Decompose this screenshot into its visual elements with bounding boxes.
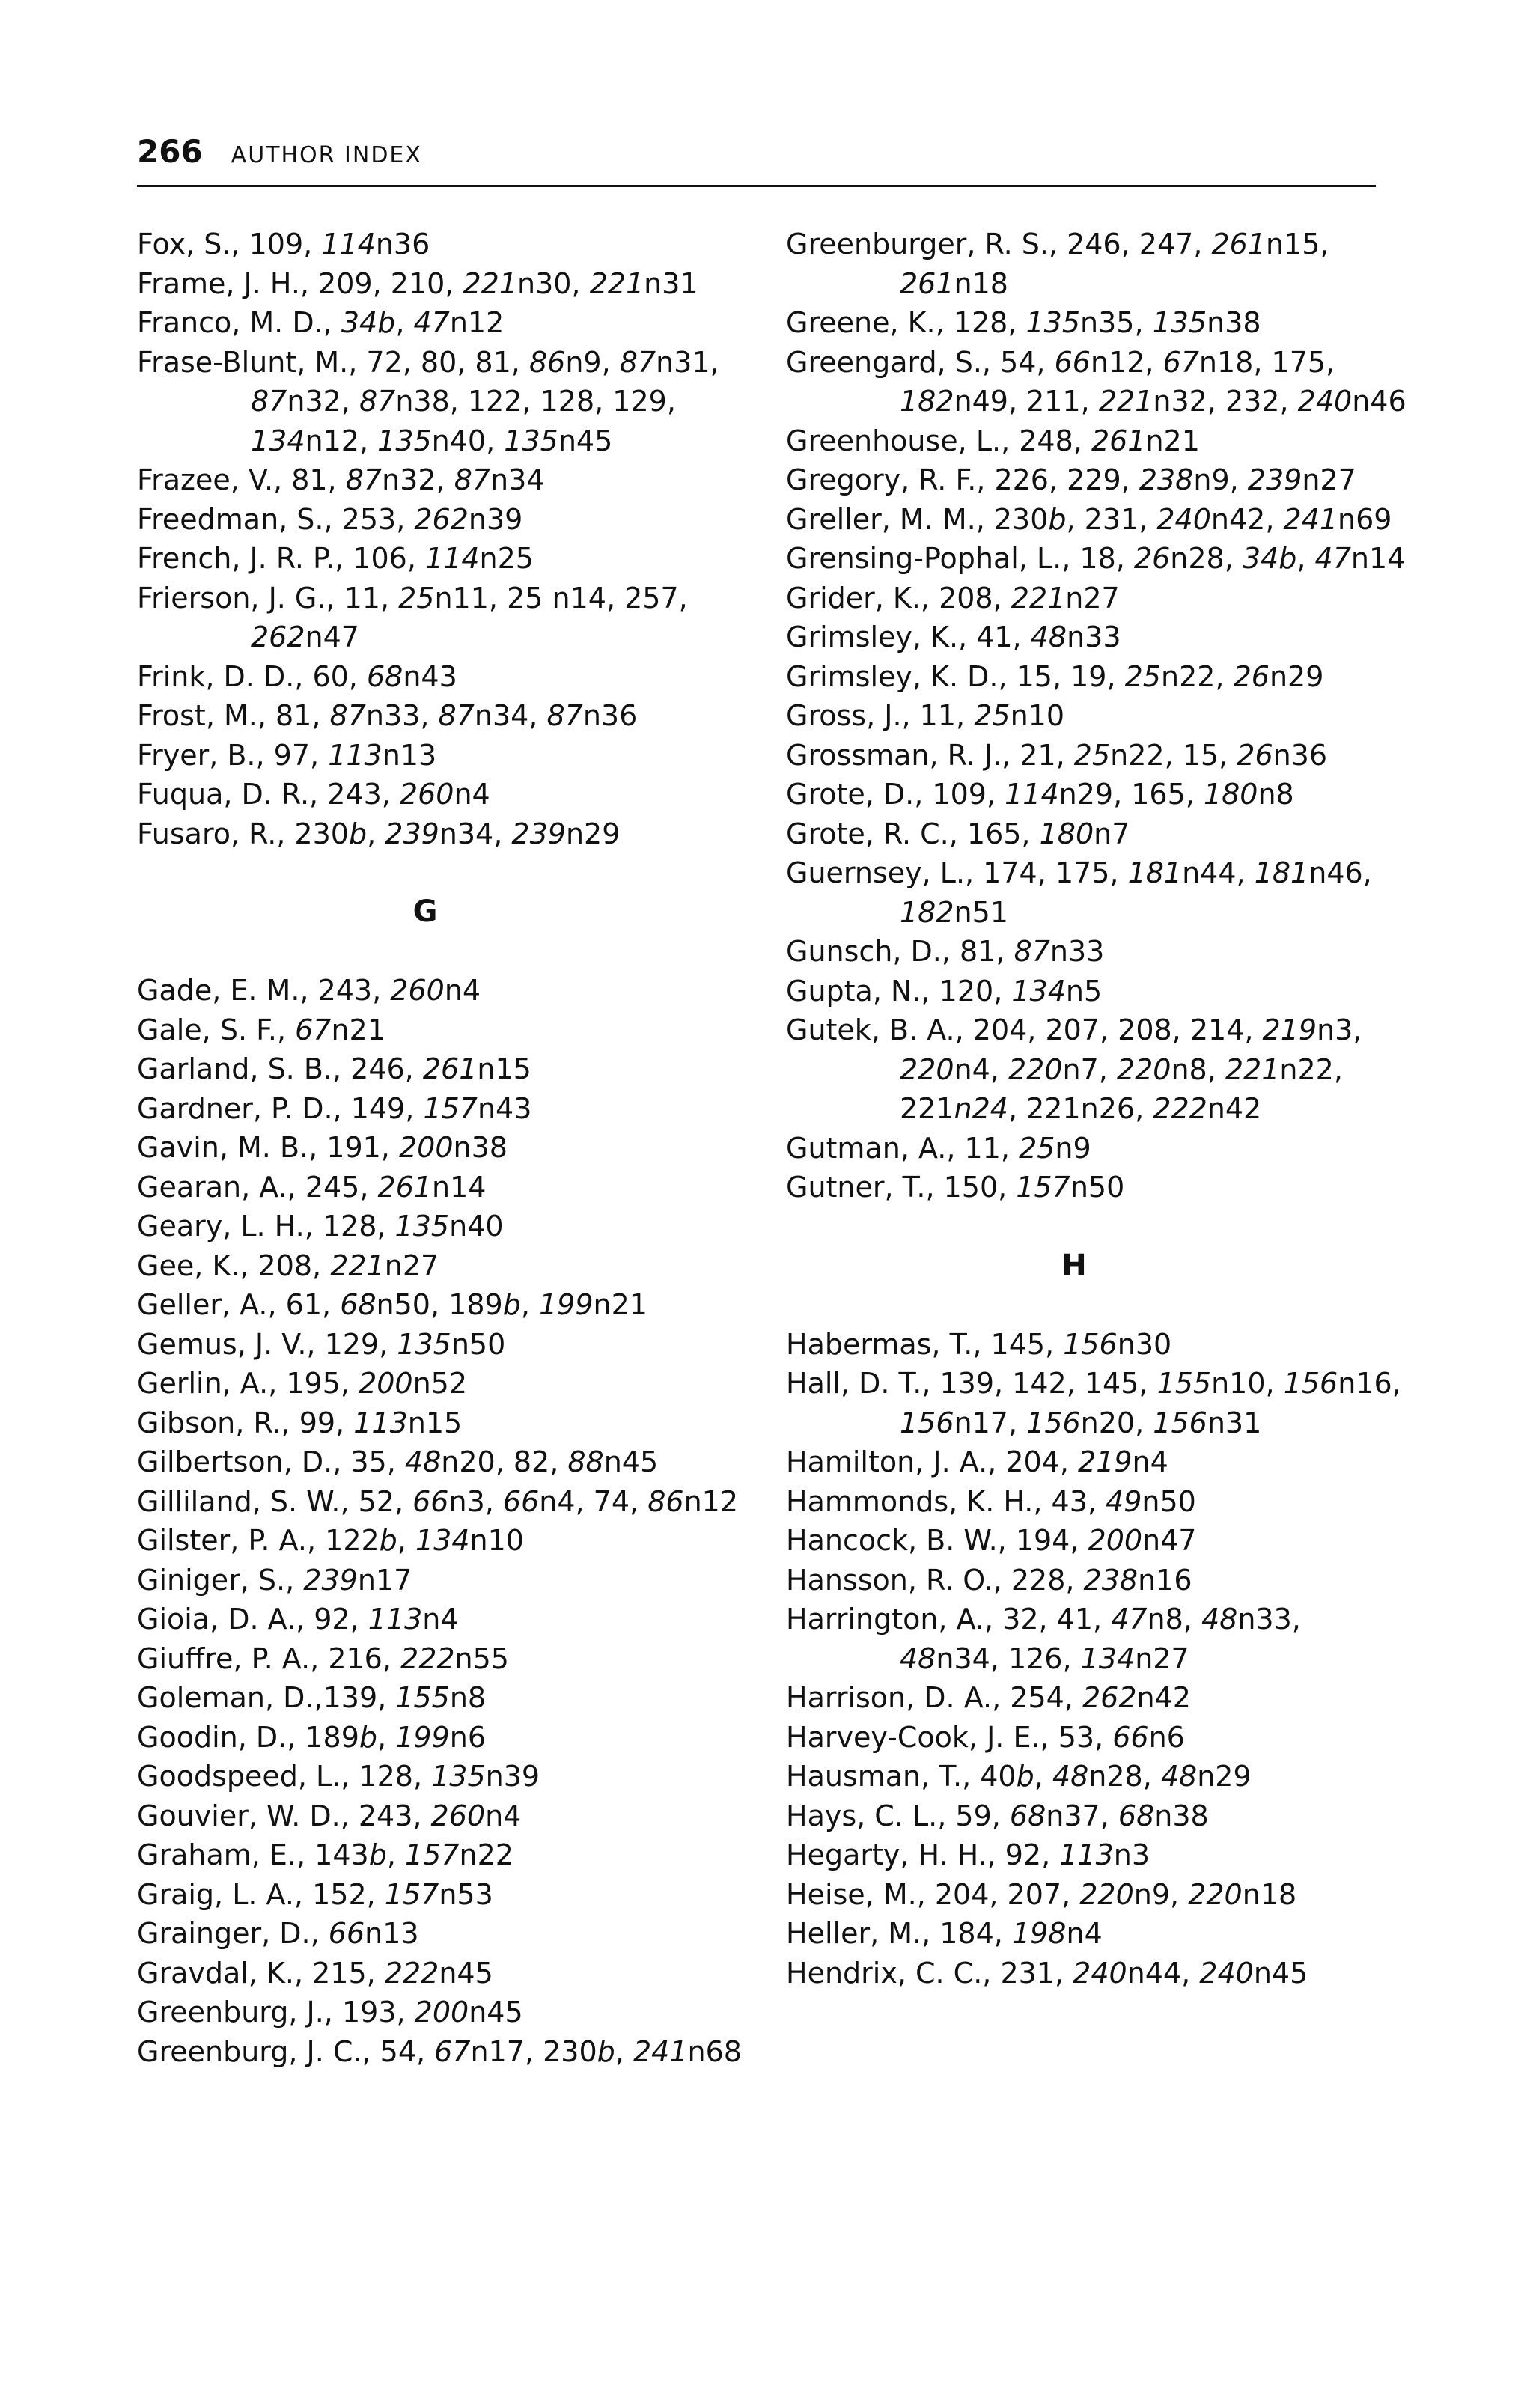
index-entry: Fox, S., 109, 114n36 [137,228,430,260]
index-entry: Grider, K., 208, 221n27 [786,581,1120,615]
index-entry: Grensing-Pophal, L., 18, 26n28, 34b, 47n14 [786,542,1406,575]
page-number: 266 [137,133,203,170]
index-entry: Gilbertson, D., 35, 48n20, 82, 88n45 [137,1445,659,1478]
index-entry: Frink, D. D., 60, 68n43 [137,659,457,693]
index-entry: Graham, E., 143b, 157n22 [137,1838,513,1871]
index-entry: Hansson, R. O., 228, 238n16 [786,1563,1192,1597]
index-entry: Frazee, V., 81, 87n32, 87n34 [137,463,545,496]
index-entry: Greenburg, J., 193, 200n45 [137,1996,523,2028]
index-entry: Grimsley, K., 41, 48n33 [786,621,1121,653]
index-entry: Hammonds, K. H., 43, 49n50 [786,1484,1196,1518]
index-entry: Gibson, R., 99, 113n15 [137,1406,463,1439]
index-entry: Gemus, J. V., 129, 135n50 [137,1327,506,1361]
index-entry: Hancock, B. W., 194, 200n47 [786,1524,1197,1557]
index-column-right [786,225,1407,1993]
index-entry: Fuqua, D. R., 243, 260n4 [137,778,490,811]
page-header [137,133,422,178]
index-entry: Giuffre, P. A., 216, 222n55 [137,1642,509,1675]
index-entry: French, J. R. P., 106, 114n25 [137,542,534,575]
index-entry: Goodin, D., 189b, 199n6 [137,1720,486,1754]
index-entry: Frase-Blunt, M., 72, 80, 81, 86n9, 87n31, 87n32, 87n38, 122, 128, 129, 134n12, 135n40, 135n45 [137,345,719,457]
index-entry: Grote, D., 109, 114n29, 165, 180n8 [786,778,1294,811]
index-entry: Freedman, S., 253, 262n39 [137,502,523,536]
index-entry: Harrington, A., 32, 41, 47n8, 48n33, 48n34, 126, 134n27 [786,1603,1301,1675]
index-entry: Greengard, S., 54, 66n12, 67n18, 175, 182n49, 211, 221n32, 232, 240n46 [786,345,1406,418]
index-entry: Hausman, T., 40b, 48n28, 48n29 [786,1760,1252,1793]
index-entry: Gardner, P. D., 149, 157n43 [137,1091,532,1125]
running-head: AUTHOR INDEX [231,142,422,168]
section-letter: G [412,894,438,929]
index-entry: Geller, A., 61, 68n50, 189b, 199n21 [137,1288,647,1321]
index-entry: Greenburg, J. C., 54, 67n17, 230b, 241n68 [137,2034,742,2068]
index-entry: Hegarty, H. H., 92, 113n3 [786,1838,1150,1871]
index-entry: Fusaro, R., 230b, 239n34, 239n29 [137,817,621,850]
index-entry: Heise, M., 204, 207, 220n9, 220n18 [786,1877,1297,1911]
index-entry: Gunsch, D., 81, 87n33 [786,935,1105,968]
index-entry: Gioia, D. A., 92, 113n4 [137,1603,459,1636]
index-entry: Gerlin, A., 195, 200n52 [137,1367,468,1400]
index-entry: Gregory, R. F., 226, 229, 238n9, 239n27 [786,463,1356,496]
index-entry: Hamilton, J. A., 204, 219n4 [786,1445,1168,1478]
index-entry: Gale, S. F., 67n21 [137,1013,385,1046]
index-entry: Graig, L. A., 152, 157n53 [137,1877,493,1911]
index-entry: Greenhouse, L., 248, 261n21 [786,424,1200,457]
index-entry: Frost, M., 81, 87n33, 87n34, 87n36 [137,699,638,732]
index-entry: Franco, M. D., 34b, 47n12 [137,306,505,339]
index-entry: Hendrix, C. C., 231, 240n44, 240n45 [786,1956,1308,1990]
index-entry: Gee, K., 208, 221n27 [137,1249,439,1282]
index-entry: Gouvier, W. D., 243, 260n4 [137,1799,522,1832]
index-entry: Gilster, P. A., 122b, 134n10 [137,1524,524,1557]
index-entry: Harrison, D. A., 254, 262n42 [786,1681,1191,1714]
index-entry: Garland, S. B., 246, 261n15 [137,1052,531,1085]
header-rule [137,185,1376,187]
index-entry: Harvey-Cook, J. E., 53, 66n6 [786,1720,1185,1754]
index-entry: Gavin, M. B., 191, 200n38 [137,1131,508,1164]
index-entry: Fryer, B., 97, 113n13 [137,738,437,772]
index-entry: Grainger, D., 66n13 [137,1917,419,1950]
index-entry: Frame, J. H., 209, 210, 221n30, 221n31 [137,266,698,300]
index-entry: Gupta, N., 120, 134n5 [786,974,1103,1008]
index-entry: Gross, J., 11, 25n10 [786,699,1064,732]
index-entry: Gravdal, K., 215, 222n45 [137,1956,493,1990]
index-entry: Grimsley, K. D., 15, 19, 25n22, 26n29 [786,659,1324,693]
section-letter: H [1061,1248,1087,1283]
index-entry: Gutek, B. A., 204, 207, 208, 214, 219n3, 220n4, 220n7, 220n8, 221n22, 221n24, 221n26, 222n42 [786,1014,1362,1125]
index-entry: Gutner, T., 150, 157n50 [786,1171,1125,1204]
index-entry: Gutman, A., 11, 25n9 [786,1131,1091,1165]
index-entry: Habermas, T., 145, 156n30 [786,1327,1172,1361]
index-entry: Greene, K., 128, 135n35, 135n38 [786,306,1261,339]
index-entry: Giniger, S., 239n17 [137,1563,412,1597]
index-entry: Greenburger, R. S., 246, 247, 261n15, 261n18 [786,228,1329,300]
index-entry: Goleman, D.,139, 155n8 [137,1681,487,1714]
index-entry: Frierson, J. G., 11, 25n11, 25 n14, 257, 262n47 [137,581,688,653]
index-entry: Grote, R. C., 165, 180n7 [786,817,1130,850]
index-column-left [137,225,758,2071]
index-entry: Greller, M. M., 230b, 231, 240n42, 241n69 [786,502,1392,536]
index-entry: Heller, M., 184, 198n4 [786,1917,1103,1950]
index-entry: Gilliland, S. W., 52, 66n3, 66n4, 74, 86n12 [137,1484,738,1518]
index-entry: Geary, L. H., 128, 135n40 [137,1210,504,1243]
index-entry: Grossman, R. J., 21, 25n22, 15, 26n36 [786,738,1328,772]
index-entry: Guernsey, L., 174, 175, 181n44, 181n46, 182n51 [786,856,1372,929]
index-entry: Hays, C. L., 59, 68n37, 68n38 [786,1799,1209,1832]
index-entry: Goodspeed, L., 128, 135n39 [137,1760,540,1793]
index-entry: Gearan, A., 245, 261n14 [137,1170,487,1204]
index-entry: Gade, E. M., 243, 260n4 [137,974,481,1007]
index-entry: Hall, D. T., 139, 142, 145, 155n10, 156n16, 156n17, 156n20, 156n31 [786,1367,1401,1439]
